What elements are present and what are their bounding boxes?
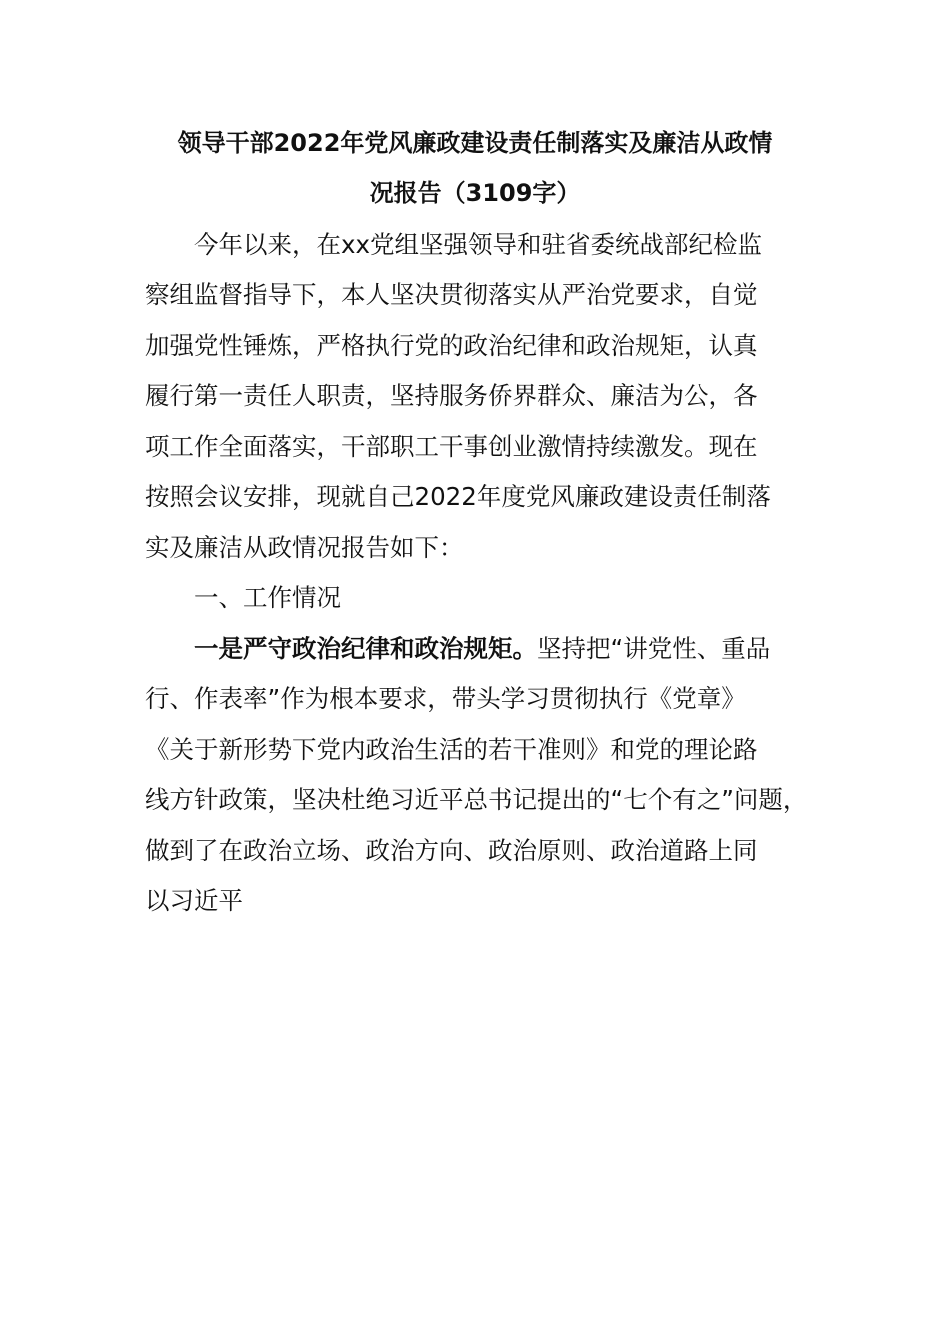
intro-paragraph-line: 项工作全面落实，干部职工干事创业激情持续激发。现在 xyxy=(145,432,758,461)
intro-paragraph-line: 加强党性锤炼，严格执行党的政治纪律和政治规矩，认真 xyxy=(145,331,758,360)
point-one-first-line xyxy=(194,634,770,664)
document-title-line-2: 况报告（3109字） xyxy=(369,179,581,207)
intro-paragraph-line: 实及廉洁从政情况报告如下： xyxy=(145,533,464,562)
point-one-line: 做到了在政治立场、政治方向、政治原则、政治道路上同 xyxy=(145,836,758,865)
intro-paragraph-line: 履行第一责任人职责，坚持服务侨界群众、廉洁为公，各 xyxy=(145,381,758,410)
point-one-lead: 一是严守政治纪律和政治规矩。 xyxy=(194,634,537,663)
point-one-line: 线方针政策，坚决杜绝习近平总书记提出的“七个有之”问题， xyxy=(145,785,808,814)
intro-paragraph-line: 按照会议安排，现就自己2022年度党风廉政建设责任制落 xyxy=(145,482,771,511)
point-one-line: 以习近平 xyxy=(145,886,243,915)
point-one-line: 行、作表率”作为根本要求，带头学习贯彻执行《党章》 xyxy=(145,684,746,713)
point-one-first-line-rest: 坚持把“讲党性、重品 xyxy=(537,634,771,663)
point-one-line: 《关于新形势下党内政治生活的若干准则》和党的理论路 xyxy=(145,735,758,764)
document-title-line-1: 领导干部2022年党风廉政建设责任制落实及廉洁从政情 xyxy=(177,129,773,157)
section-heading: 一、工作情况 xyxy=(194,583,341,612)
intro-paragraph-line: 察组监督指导下，本人坚决贯彻落实从严治党要求，自觉 xyxy=(145,280,758,309)
intro-paragraph-line: 今年以来，在xx党组坚强领导和驻省委统战部纪检监 xyxy=(194,230,762,259)
